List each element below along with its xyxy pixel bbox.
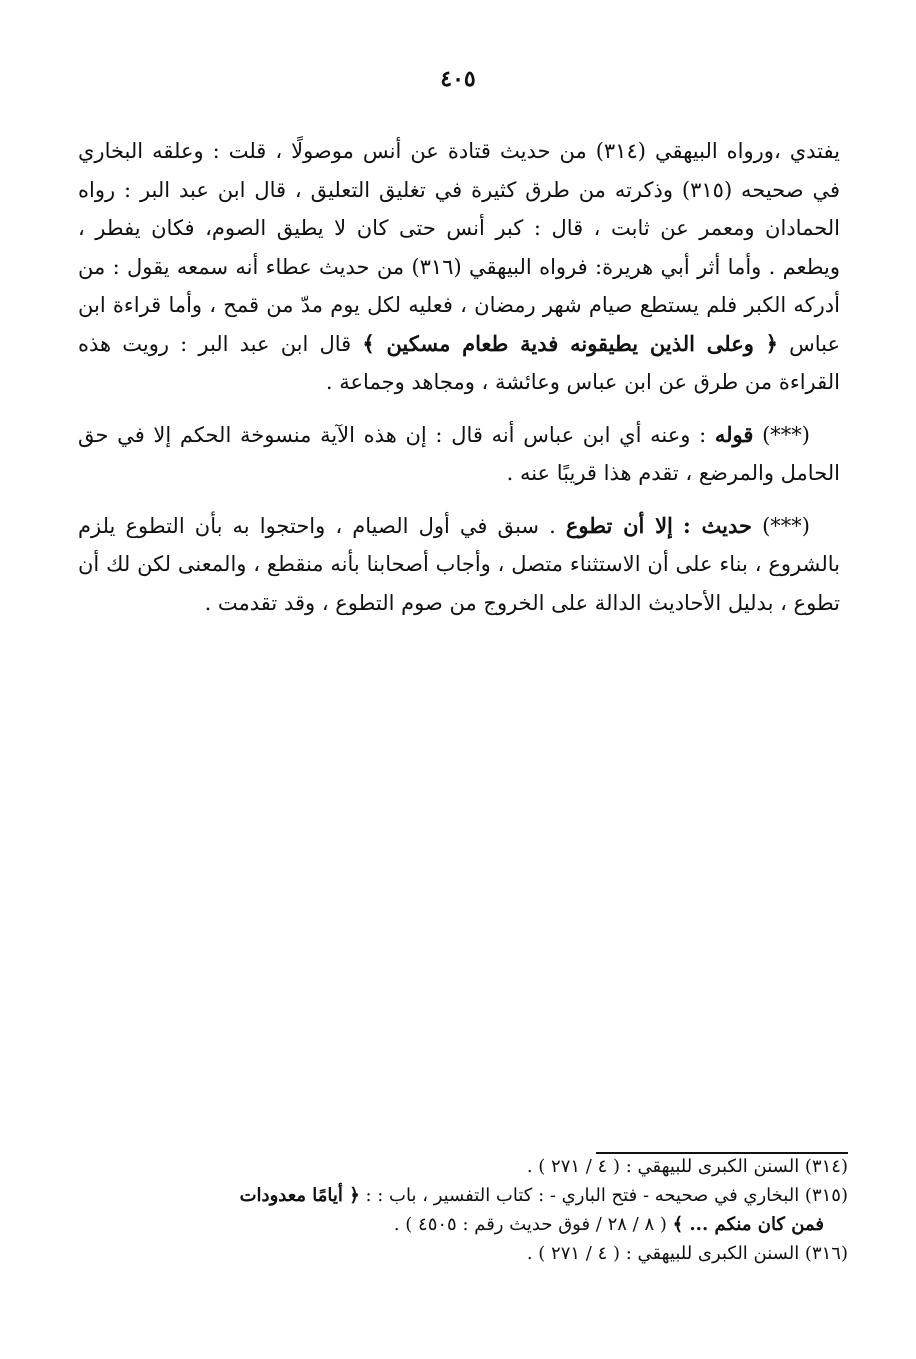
- paragraph-2-marker: (***): [762, 422, 810, 447]
- footnotes: [92, 1152, 848, 1268]
- paragraph-3-phrase: إلا أن تطوع: [565, 512, 673, 538]
- footnote-315-continued: [92, 1210, 848, 1239]
- footnote-315: [92, 1181, 848, 1210]
- paragraph-3-label: حديث :: [683, 512, 752, 538]
- quran-verse: ﴿ وعلى الذين يطيقونه فدية طعام مسكين ﴾: [362, 330, 778, 356]
- footnote-ref-316: (٣١٦): [411, 254, 462, 279]
- paragraph-2: [78, 416, 840, 493]
- footnote-314: (٣١٤) السنن الكبرى للبيهقي : ( ٤ / ٢٧١ ) .: [526, 1156, 848, 1177]
- paragraph-3-marker: (***): [762, 513, 810, 538]
- footnote-315-text: (٣١٥) البخاري في صحيحه - فتح الباري - : كتاب التفسير ، باب : :: [365, 1185, 848, 1206]
- paragraph-1-text: قال ابن عبد البر : رويت هذه القراءة من طرق عن ابن عباس وعائشة ، ومجاهد وجماعة .: [78, 331, 840, 394]
- paragraph-2-label: قوله: [714, 421, 754, 447]
- footnote-316: (٣١٦) السنن الكبرى للبيهقي : ( ٤ / ٢٧١ ) .: [526, 1243, 848, 1264]
- paragraph-3: [78, 507, 840, 623]
- page-number: ٤٠٥: [440, 66, 476, 92]
- paragraph-1-text: وذكرته من طرق كثيرة في تغليق التعليق ، قال ابن عبد البر : رواه الحمادان ومعمر عن ثابت ، قال : كبر أنس حتى كان لا يطيق الصوم، فكان يفطر ، ويطعم . وأما أثر أبي هريرة: فرواه البيهقي: [78, 177, 840, 279]
- paragraph-1-text: يفتدي ،ورواه البيهقي: [645, 139, 840, 163]
- footnote-315-quran: فمن كان منكم ... ﴾: [672, 1214, 824, 1235]
- footnote-315-quran: ﴿ أيامًا معدودات: [239, 1185, 360, 1206]
- paragraph-3-text: . سبق في أول الصيام ، واحتجوا به بأن التطوع يلزم بالشروع ، بناء على أن الاستثناء متصل ، وأجاب أصحابنا بأنه منقطع ، والمعنى لكن لك أن تطوع ، بدليل الأحاديث الدالة على الخروج من صوم التطوع ، وقد تقدمت .: [78, 513, 840, 615]
- paragraph-1-text: من حديث قتادة عن أنس موصولًا ، قلت : وعلقه البخاري في صحيحه: [78, 139, 840, 202]
- footnote-315-text: ( ٨ / ٢٨ / فوق حديث رقم : ٤٥٠٥ ) .: [393, 1214, 673, 1235]
- footnote-ref-315: (٣١٥): [681, 177, 733, 202]
- footnote-ref-314: (٣١٤): [595, 139, 646, 163]
- paragraph-2-text: : وعنه أي ابن عباس أنه قال : إن هذه الآية منسوخة الحكم إلا في حق الحامل والمرضع ، تقدم هذا قريبًا عنه .: [78, 422, 840, 485]
- paragraph-1: [78, 132, 840, 402]
- main-text: [78, 132, 840, 622]
- paragraph-1-text: من حديث عطاء أنه سمعه يقول : من أدركه الكبر فلم يستطع صيام شهر رمضان ، فعليه لكل يوم مدّ من قمح ، وأما قراءة ابن عباس: [78, 254, 840, 356]
